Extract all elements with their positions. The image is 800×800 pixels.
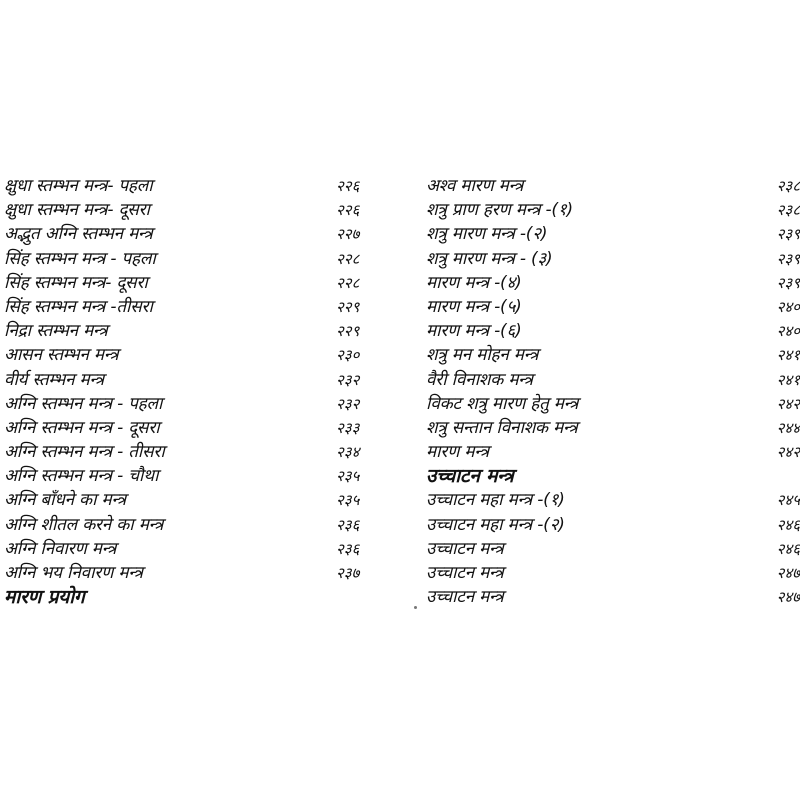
entry-page-number: २३६: [336, 515, 360, 534]
entry-title: अग्नि शीतल करने का मन्त्र: [4, 514, 164, 535]
entry-title: उच्चाटन मन्त्र: [426, 563, 504, 583]
index-entry: [4, 488, 380, 512]
entry-page-number: २३८: [776, 201, 800, 220]
index-entry: [4, 343, 380, 367]
entry-page-number: २४७: [776, 564, 800, 582]
index-entry: [426, 295, 800, 319]
index-entry: [4, 537, 380, 561]
entry-title: उच्चाटन मन्त्र: [426, 587, 504, 608]
index-entry: [4, 319, 380, 343]
entry-title: क्षुधा स्तम्भन मन्त्र- पहला: [4, 176, 153, 196]
entry-title: विकट शत्रु मारण हेतु मन्त्र: [426, 393, 579, 414]
entry-title: मारण मन्त्र -(४): [426, 272, 522, 293]
index-entry: [4, 295, 380, 319]
entry-title: मारण प्रयोग: [4, 586, 85, 609]
entry-title: अग्नि बाँधने का मन्त्र: [4, 490, 126, 511]
entry-title: मारण मन्त्र -(६): [426, 321, 522, 342]
entry-title: उच्चाटन महा मन्त्र -(१): [426, 490, 565, 511]
entry-page-number: २२९: [336, 297, 360, 316]
index-entry: [4, 464, 380, 488]
index-entry: [4, 513, 380, 537]
entry-title: सिंह स्तम्भन मन्त्र - पहला: [4, 248, 156, 269]
entry-title: सिंह स्तम्भन मन्त्र- दूसरा: [4, 272, 148, 293]
entry-title: मारण मन्त्र -(५): [426, 296, 522, 317]
index-entry: [4, 561, 380, 585]
entry-title: वैरी विनाशक मन्त्र: [426, 369, 533, 390]
entry-page-number: २४६: [776, 539, 800, 558]
entry-page-number: २३६: [336, 539, 360, 558]
entry-page-number: २२७: [336, 225, 360, 244]
index-entry: [426, 392, 800, 416]
entry-title: वीर्य स्तम्भन मन्त्र: [4, 369, 104, 390]
entry-page-number: २४०: [776, 297, 800, 316]
entry-page-number: २३९: [776, 249, 800, 268]
entry-title: अग्नि स्तम्भन मन्त्र - चौथा: [4, 466, 159, 487]
entry-page-number: २४१: [776, 346, 800, 365]
entry-page-number: २२९: [336, 322, 360, 341]
entry-title: आसन स्तम्भन मन्त्र: [4, 345, 119, 366]
index-entry: [4, 174, 380, 198]
entry-title: अग्नि स्तम्भन मन्त्र - पहला: [4, 393, 163, 414]
entry-page-number: २४५: [776, 491, 800, 510]
entry-title: अग्नि स्तम्भन मन्त्र - दूसरा: [4, 417, 160, 438]
entry-page-number: २४२: [776, 443, 800, 462]
entry-page-number: २३५: [336, 491, 360, 510]
index-entry: [4, 416, 380, 440]
entry-title: उच्चाटन महा मन्त्र -(२): [426, 514, 565, 535]
index-entry: [426, 222, 800, 246]
entry-page-number: २४१: [776, 370, 800, 389]
entry-page-number: २३३: [336, 418, 360, 437]
left-index-column: [4, 174, 380, 609]
index-entry: [4, 222, 380, 246]
entry-title: शत्रु प्राण हरण मन्त्र -(१): [426, 200, 573, 221]
index-entry: [426, 247, 800, 271]
entry-page-number: २३२: [336, 394, 360, 413]
entry-title: क्षुधा स्तम्भन मन्त्र- दूसरा: [4, 200, 150, 221]
section-heading: [426, 464, 800, 488]
entry-page-number: २३८: [776, 177, 800, 195]
entry-page-number: २३०: [336, 346, 360, 365]
entry-title: शत्रु मारण मन्त्र - (३): [426, 248, 553, 269]
entry-title: अद्भुत अग्नि स्तम्भन मन्त्र: [4, 224, 153, 245]
entry-page-number: २४६: [776, 515, 800, 534]
entry-title: निद्रा स्तम्भन मन्त्र: [4, 321, 108, 342]
entry-title: अग्नि स्तम्भन मन्त्र - तीसरा: [4, 442, 165, 463]
right-index-column: [426, 174, 800, 609]
entry-title: शत्रु सन्तान विनाशक मन्त्र: [426, 417, 578, 438]
entry-title: अग्नि भय निवारण मन्त्र: [4, 563, 143, 583]
index-entry: [426, 488, 800, 512]
entry-page-number: २३४: [336, 443, 360, 462]
index-entry: [426, 271, 800, 295]
entry-page-number: २४२: [776, 394, 800, 413]
entry-title: उच्चाटन मन्त्र: [426, 465, 514, 488]
entry-page-number: २३९: [776, 225, 800, 244]
entry-title: शत्रु मन मोहन मन्त्र: [426, 345, 539, 366]
index-entry: [4, 392, 380, 416]
entry-page-number: २३७: [336, 564, 360, 582]
section-heading: [4, 585, 380, 609]
entry-page-number: २४०: [776, 322, 800, 341]
index-entry: [426, 513, 800, 537]
entry-page-number: २४७: [776, 588, 800, 607]
entry-page-number: २२६: [336, 177, 360, 195]
ink-dot: [414, 606, 417, 609]
entry-title: शत्रु मारण मन्त्र -(२): [426, 224, 548, 245]
entry-title: अग्नि निवारण मन्त्र: [4, 538, 117, 559]
index-entry: [426, 416, 800, 440]
entry-page-number: २२८: [336, 249, 360, 268]
index-entry: [426, 537, 800, 561]
entry-title: सिंह स्तम्भन मन्त्र -तीसरा: [4, 296, 153, 317]
index-entry: [426, 585, 800, 609]
entry-title: अश्व मारण मन्त्र: [426, 176, 524, 196]
index-entry: [4, 440, 380, 464]
entry-title: मारण मन्त्र: [426, 442, 489, 463]
index-entry: [426, 561, 800, 585]
index-entry: [426, 368, 800, 392]
entry-page-number: २२६: [336, 201, 360, 220]
index-entry: [426, 343, 800, 367]
index-entry: [4, 247, 380, 271]
entry-page-number: २४४: [776, 418, 800, 437]
entry-page-number: २२८: [336, 273, 360, 292]
index-entry: [4, 368, 380, 392]
entry-page-number: २३९: [776, 273, 800, 292]
index-entry: [426, 198, 800, 222]
entry-page-number: २३२: [336, 370, 360, 389]
index-entry: [4, 198, 380, 222]
entry-title: उच्चाटन मन्त्र: [426, 538, 504, 559]
index-entry: [426, 319, 800, 343]
index-entry: [426, 174, 800, 198]
entry-page-number: २३५: [336, 467, 360, 486]
index-entry: [426, 440, 800, 464]
index-entry: [4, 271, 380, 295]
